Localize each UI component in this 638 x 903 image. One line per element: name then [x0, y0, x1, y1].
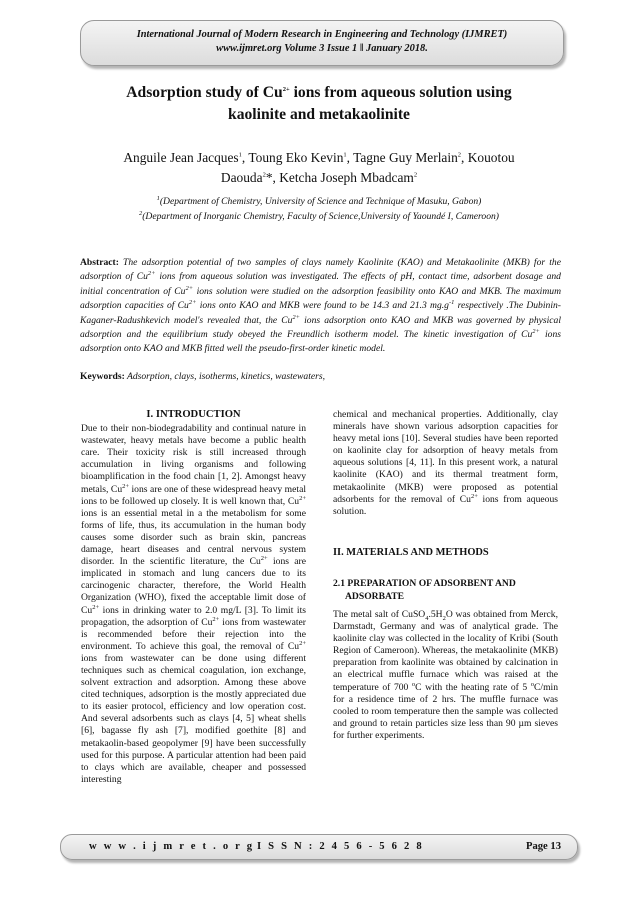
section-heading-materials-methods: II. MATERIALS AND METHODS [333, 547, 489, 558]
author: Daouda [220, 170, 263, 185]
journal-header-banner [80, 20, 564, 66]
affiliations [70, 194, 568, 224]
author: Ketcha Joseph Mbadcam [279, 170, 414, 185]
materials-paragraph: The metal salt of $CuSO_4.5H_2O$ was obtained from Merck, Darmstadt, Germany and was of analytical grade. The kaolinite clay was collected in the locality of Kribi (South Region of Cameroon). Whereas, the metakaolinite (MKB) preparation from kaolinite was obtained by calcination in an electrical muffle furnace which was raised at the temperature of 700 $^o$C with the heating rate of 5 $^o$C/min for a residence time of 2 hrs. The muffle furnace was cooled to room temperature then the sample was collected and ground to retain particles size less than 90 µm sieves for further experiments. [333, 609, 559, 741]
journal-name: International Journal of Modern Research in Engineering and Technology (IJMRET) [136, 29, 508, 40]
page-number: Page 13 [525, 841, 561, 852]
section-heading-introduction: I. INTRODUCTION [146, 409, 241, 420]
footer-website: w w w . i j m r e t . o r g [89, 841, 255, 852]
author: Anguile Jean Jacques [123, 150, 239, 165]
abstract: Abstract: The adsorption potential of two samples of clays namely Kaolinite (KAO) and Metakaolinite (MKB) for the adsorption of $Cu^{2+}$ ions from aqueous solution was investigated. The effects of pH, contact time, adsorbent dosage and initial concentration of $Cu^{2+}$ ions solution were studied on the adsorption feasibility onto KAO and MKB. The maximum adsorption capacities of $Cu^{2+}$ ions onto KAO and MKB were found to be 14.3 and 21.3 $mg.g^{-1}$ respectively .The Dubinin-Kaganer-Radushkevich model's revealed that, the $Cu^{2+}$ ions adsorption onto KAO and MKB was governed by physical adsorption and the equilibrium study obeyed the Freundlich isotherm model. The kinetic investigation of $Cu^{2+}$ ions adsorption onto KAO and MKB fitted well the pseudo-first-order kinetic model. [80, 257, 562, 355]
journal-issue: www.ijmret.org Volume 3 Issue 1 ǁ January 2018. [216, 43, 428, 54]
author: Tagne Guy Merlain [353, 150, 458, 165]
affiliation-2: $^2$(Department of Inorganic Chemistry, Faculty of Science,University of Yaoundé I, Cameroon) [138, 209, 500, 222]
paper-title: Adsorption study of $Cu^{2+}$ ions from aqueous solution using kaolinite and metakaolinite [126, 84, 512, 123]
subsection-heading-preparation: 2.1 PREPARATION OF ADSORBENT AND ADSORBATE [333, 578, 516, 602]
author-list: Anguile Jean Jacques$^1$, Toung Eko Kevin$^1$, Tagne Guy Merlain$^2$, Kouotou Daouda$^2$*, Ketcha Joseph Mbadcam$^2$ [123, 150, 515, 185]
footer-banner [60, 834, 578, 860]
introduction-paragraph: Due to their non-biodegradability and continual nature in wastewater, heavy metals have become a public health care. Their toxicity risk is still increased through accumulation in living organisms and following bioamplification in the food chain [1, 2]. Amongst heavy metals, $Cu^{2+}$ ions are one of these widespread heavy metal ions to be followed up closely. It is well known that, $Cu^{2+}$ ions is an essential metal in a the metabolism for some forms of life, thus, its accumulation in the human body causes some disorder such as brain skin, pancreas damage, heart diseases and central nervous system disorder. In the scientific literature, the $Cu^{2+}$ ions are implicated in stomach and lung cancers due to its carcinogenic character, therefore, the World Health Organization (WHO), fixed the acceptable limit dose of $Cu^{2+}$ ions in drinking water to 2.0 mg/L [3]. To limit its propagation, the adsorption of $Cu^{2+}$ ions from wastewater is recommended before their rejection into the environment. To achieve this goal, the removal of $Cu^{2+}$ ions from wastewater can be done using different techniques such as chemical coagulation, ion exchange, solvent extraction and adsorption. Among these above cited techniques, adsorption is the mostly appreciated due to its easier protocol, efficiency and low operation cost. And several adsorbents such as clays [4, 5] wheat shells [6], bagasse fly ash [7], modified goethite [8] and metakaolin-based geopolymer [9] have been successfully used for this purpose. A particular attention had been paid to clays which are available, cheaper and possessed interesting [81, 423, 306, 785]
affiliation-1: $^1$(Department of Chemistry, University of Science and Technique of Masuku, Gabon) [156, 194, 482, 207]
footer-issn: I S S N : 2 4 5 6 - 5 6 2 8 [257, 841, 424, 852]
left-column [81, 409, 306, 786]
author: Kouotou [467, 150, 515, 165]
author: Toung Eko Kevin [248, 150, 344, 165]
abstract-label: Abstract: [80, 257, 119, 268]
keywords: Keywords: Adsorption, clays, isotherms, kinetics, wastewaters, [80, 371, 325, 382]
introduction-continued: chemical and mechanical properties. Additionally, clay minerals have shown various adsorption capacities for heavy metal ions [10]. Several studies have been reported on kaolinite clay for adsorption of heavy metals from aqueous solutions [4, 11]. In this present work, a natural kaolinite (KAO) and its thermal treatment form, metakaolinite (MKB) were proposed as potential adsorbents for the removal of $Cu^{2+}$ ions from aqueous solution. [333, 409, 558, 517]
keywords-label: Keywords: [80, 371, 125, 382]
